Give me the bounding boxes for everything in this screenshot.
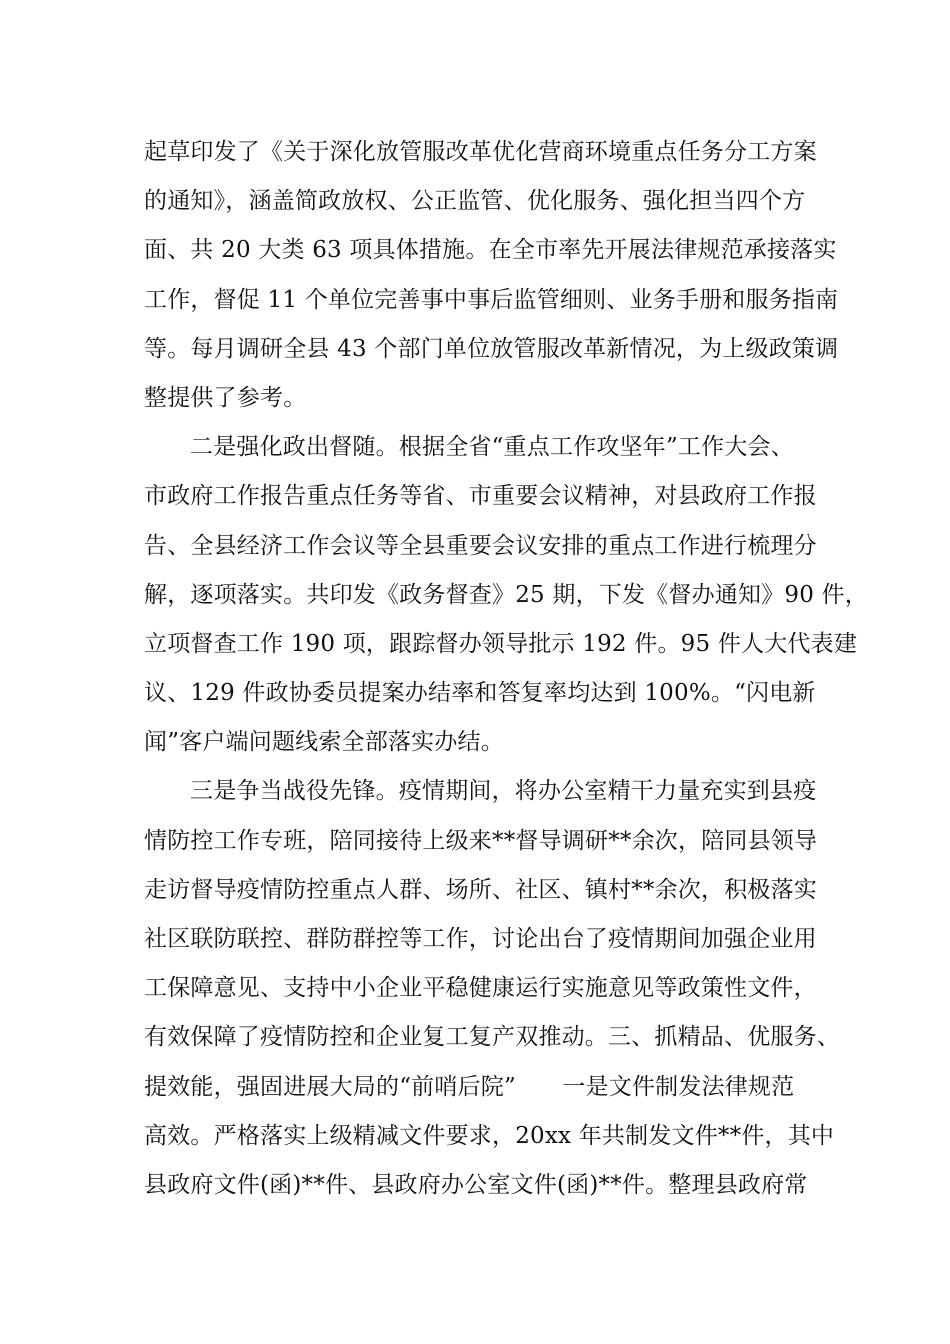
text-line: 三是争当战役先锋。疫情期间，将办公室精干力量充实到县疫 (190, 778, 817, 805)
text-line: 高效。严格落实上级精减文件要求，20xx 年共制发文件**件，其中 (144, 1122, 835, 1149)
text-line: 闻”客户端问题线索全部落实办结。 (144, 729, 504, 756)
text-line: 议、129 件政协委员提案办结率和答复率均达到 100%。“闪电新 (144, 680, 816, 707)
text-line: 工保障意见、支持中小企业平稳健康运行实施意见等政策性文件， (144, 975, 817, 1002)
text-line: 告、全县经济工作会议等全县重要会议安排的重点工作进行梳理分 (144, 532, 817, 559)
text-line: 工作，督促 11 个单位完善事中事后监管细则、业务手册和服务指南 (144, 286, 839, 313)
text-line: 社区联防联控、群防群控等工作，讨论出台了疫情期间加强企业用 (144, 926, 817, 952)
body-text (144, 128, 868, 1210)
text-line: 二是强化政出督随。根据全省“重点工作攻坚年”工作大会、 (190, 434, 794, 461)
text-line: 立项督查工作 190 项，跟踪督办领导批示 192 件。95 件人大代表建 (144, 630, 858, 657)
text-line: 面、共 20 大类 63 项具体措施。在全市率先开展法律规范承接落实 (144, 237, 837, 264)
text-line: 情防控工作专班，陪同接待上级来**督导调研**余次，陪同县领导 (144, 827, 818, 854)
text-line: 等。每月调研全县 43 个部门单位放管服改革新情况，为上级政策调 (144, 335, 839, 362)
text-line: 解，逐项落实。共印发《政务督查》25 期，下发《督办通知》90 件， (144, 581, 868, 608)
text-line: 市政府工作报告重点任务等省、市重要会议精神，对县政府工作报 (144, 483, 817, 510)
text-line: 有效保障了疫情防控和企业复工复产双推动。三、抓精品、优服务、 (144, 1024, 840, 1051)
text-line: 提效能，强固进展大局的“前哨后院” 一是文件制发法律规范 (144, 1073, 795, 1100)
text-line: 走访督导疫情防控重点人群、场所、社区、镇村**余次，积极落实 (144, 876, 817, 903)
text-line: 的通知》，涵盖简政放权、公正监管、优化服务、强化担当四个方 (144, 188, 806, 215)
text-line: 整提供了参考。 (144, 384, 307, 411)
text-line: 县政府文件(函)**件、县政府办公室文件(函)**件。整理县政府常 (144, 1171, 808, 1198)
text-line: 起草印发了《关于深化放管服改革优化营商环境重点任务分工方案 (144, 139, 817, 165)
